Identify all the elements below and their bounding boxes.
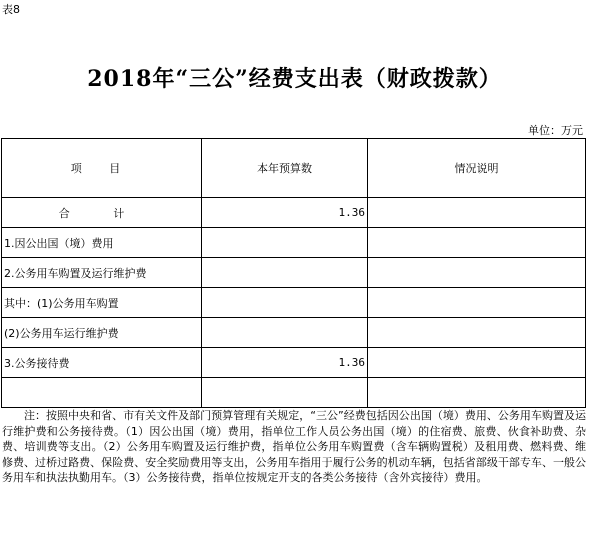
row-budget	[202, 318, 368, 348]
row-label: 其中：(1)公务用车购置	[2, 288, 202, 318]
row-note	[368, 318, 586, 348]
row-label: 合 计	[2, 198, 202, 228]
row-budget: 1.36	[202, 198, 368, 228]
page-title: 2018年“三公”经费支出表（财政拨款）	[87, 66, 502, 92]
table-number: 表8	[2, 3, 20, 16]
row-label: 3.公务接待费	[2, 348, 202, 378]
row-budget	[202, 228, 368, 258]
row-note	[368, 348, 586, 378]
table-row	[2, 228, 586, 258]
row-label: 2.公务用车购置及运行维护费	[2, 258, 202, 288]
table-row	[2, 318, 586, 348]
row-label: (2)公务用车运行维护费	[2, 318, 202, 348]
row-budget	[202, 258, 368, 288]
footnote: 注：按照中央和省、市有关文件及部门预算管理有关规定，“三公”经费包括因公出国（境）费用、公务用车购置及运行维护费和公务接待费。（1）因公出国（境）费用，指单位工作人员公务出国（境）的住宿费、旅费、伙食补助费、杂费、培训费等支出。（2）公务用车购置及运行维护费，指单位公务用车购置费（含车辆购置税）及租用费、燃料费、维修费、过桥过路费、保险费、安全奖励费用等支出，公务用车指用于履行公务的机动车辆，包括省部级干部专车、一般公务用车和执法执勤用车。（3）公务接待费，指单位按规定开支的各类公务接待（含外宾接待）费用。	[2, 409, 586, 484]
header-budget: 本年预算数	[202, 139, 368, 198]
table-row	[2, 348, 586, 378]
header-note: 情况说明	[368, 139, 586, 198]
expense-table	[1, 138, 586, 408]
table-row	[2, 258, 586, 288]
row-note	[368, 198, 586, 228]
row-note	[368, 258, 586, 288]
row-budget	[202, 288, 368, 318]
table-row-empty	[2, 378, 586, 408]
row-budget	[202, 378, 368, 408]
table-row	[2, 288, 586, 318]
row-label	[2, 378, 202, 408]
row-note	[368, 228, 586, 258]
table-row-total	[2, 198, 586, 228]
unit-label: 单位：万元	[528, 124, 583, 137]
row-note	[368, 288, 586, 318]
row-label: 1.因公出国（境）费用	[2, 228, 202, 258]
header-item: 项 目	[2, 139, 202, 198]
table-header-row	[2, 139, 586, 198]
row-note	[368, 378, 586, 408]
row-budget: 1.36	[202, 348, 368, 378]
